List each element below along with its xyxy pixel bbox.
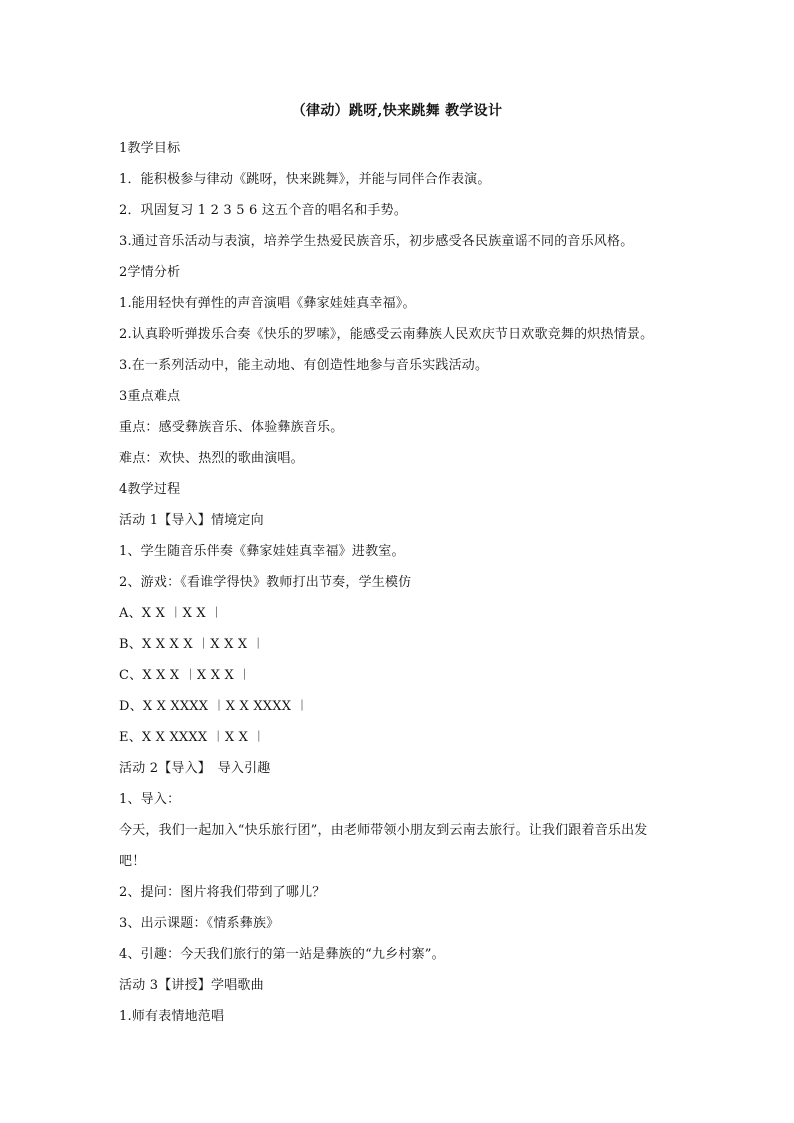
section-heading-keypoints: 3重点难点	[119, 389, 181, 404]
objective-item-1: 1．能积极参与律动《跳呀，快来跳舞》，并能与同伴合作表演。	[119, 172, 491, 187]
objective-item-2: 2．巩固复习 1 2 3 5 6 这五个音的唱名和手势。	[119, 203, 408, 218]
objective-item-3: 3.通过音乐活动与表演，培养学生热爱民族音乐，初步感受各民族童谣不同的音乐风格。	[119, 234, 634, 249]
section-heading-process: 4教学过程	[119, 482, 181, 497]
activity-1-step-2: 2、游戏：《看谁学得快》教师打出节奏，学生模仿	[119, 575, 412, 590]
section-heading-objectives: 1教学目标	[119, 141, 181, 156]
activity-2-step-4: 4、引趣：今天我们旅行的第一站是彝族的“九乡村寨”。	[119, 947, 445, 962]
activity-2-paragraph-line-1: 今天，我们一起加入“快乐旅行团”，由老师带领小朋友到云南去旅行。让我们跟着音乐出发	[119, 823, 648, 838]
activity-2-heading: 活动 2【导入】 导入引趣	[119, 761, 271, 776]
rhythm-pattern-c: C、X X X ︱X X X ︱	[119, 668, 252, 683]
activity-2-step-3: 3、出示课题：《情系彝族》	[119, 916, 280, 931]
rhythm-pattern-a: A、X X ︱X X ︱	[119, 606, 224, 621]
activity-2-step-1: 1、导入：	[119, 792, 181, 807]
section-heading-analysis: 2学情分析	[119, 265, 181, 280]
rhythm-pattern-d: D、X X XXXX ︱X X XXXX ︱	[119, 699, 309, 714]
keypoint-focus: 重点：感受彝族音乐、体验彝族音乐。	[119, 420, 344, 435]
activity-1-step-1: 1、学生随音乐伴奏《彝家娃娃真幸福》进教室。	[119, 544, 405, 559]
activity-1-heading: 活动 1【导入】情境定向	[119, 513, 264, 528]
activity-2-step-2: 2、提问：图片将我们带到了哪儿？	[119, 885, 326, 900]
rhythm-pattern-e: E、X X XXXX ︱X X ︱	[119, 730, 266, 745]
document-title: （律动）跳呀,快来跳舞 教学设计	[291, 103, 503, 119]
activity-2-paragraph-line-2: 吧！	[119, 854, 146, 869]
analysis-item-2: 2.认真聆听弹拨乐合奏《快乐的罗嗦》，能感受云南彝族人民欢庆节日欢歌竞舞的炽热情景。	[119, 327, 654, 342]
analysis-item-1: 1.能用轻快有弹性的声音演唱《彝家娃娃真幸福》。	[119, 296, 416, 311]
analysis-item-3: 3.在一系列活动中，能主动地、有创造性地参与音乐实践活动。	[119, 358, 489, 373]
activity-3-step-1: 1.师有表情地范唱	[119, 1009, 225, 1024]
activity-3-heading: 活动 3【讲授】学唱歌曲	[119, 978, 264, 993]
rhythm-pattern-b: B、X X X X ︱X X X ︱	[119, 637, 265, 652]
document-body	[119, 133, 689, 1032]
keypoint-difficulty: 难点：欢快、热烈的歌曲演唱。	[119, 451, 304, 466]
